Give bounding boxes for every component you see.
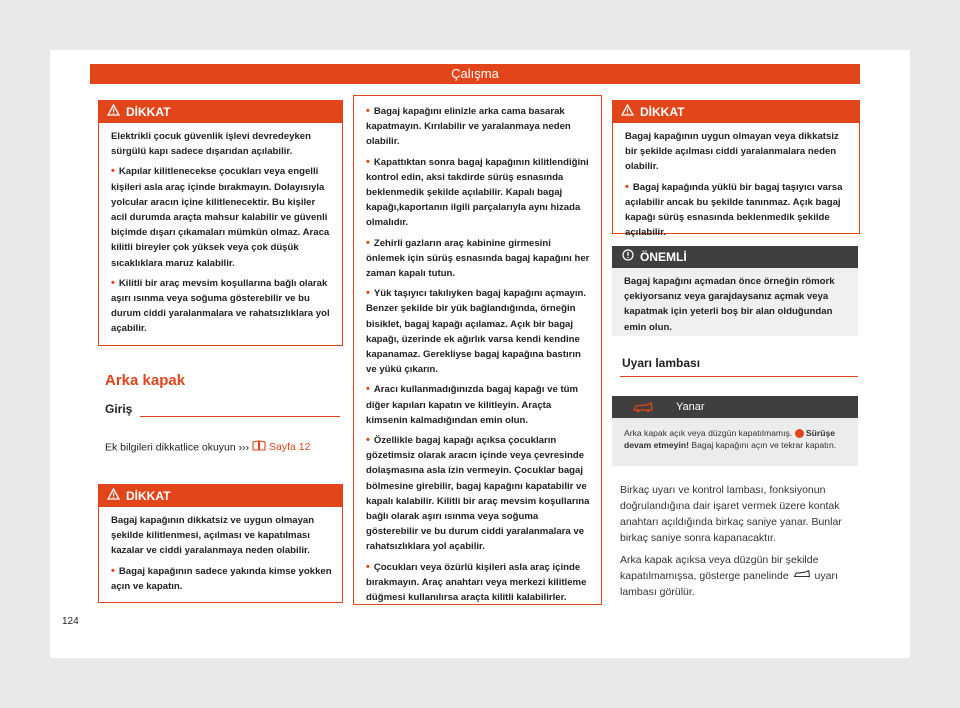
car-tailgate-icon — [632, 401, 654, 413]
section-title: Arka kapak — [105, 372, 186, 389]
lamp-table-row: Arka kapak açık veya düzgün kapatılmamış. Sürüşe devam etmeyin! Bagaj kapağını açın ve tekrar kapatın. — [612, 418, 858, 466]
list-item: • Bagaj kapağında yüklü bir bagaj taşıyıcı varsa açılabilir ancak bu şekilde tanınmaz. Açık bagaj kapağı sürüş esnasında beklenmedik şekilde açılabilir. — [625, 180, 843, 239]
list-item: • Aracı kullanmadığınızda bagaj kapağı ve tüm diğer kapıları kapatın ve kilitleyin. Araçta kimsenin kalmadığından emin olun. — [366, 383, 579, 426]
warning-box-opening — [612, 100, 860, 239]
warning-paragraph: Elektrikli çocuk güvenlik işlevi devredeyken sürgülü kapı sadece dışarıdan açılabilir. — [111, 131, 311, 158]
note-heading — [612, 246, 858, 268]
warning-heading — [99, 485, 342, 507]
page-number: 124 — [62, 616, 79, 627]
list-item: • Çocukları veya özürlü kişileri asla araç içinde bırakmayın. Araç anahtarı veya merkezi kilitleme düğmesi kullanılırsa araçta kilitli kalabilirler. — [366, 560, 587, 604]
warning-body — [99, 123, 342, 350]
divider — [140, 416, 340, 417]
warning-triangle-icon — [107, 485, 120, 507]
lamp-section-title: Uyarı lambası — [622, 356, 701, 370]
lamp-section — [612, 356, 862, 376]
car-tailgate-icon — [792, 568, 812, 584]
warning-title: DİKKAT — [126, 105, 171, 119]
bullet-icon: • — [111, 165, 115, 178]
book-icon — [252, 440, 266, 455]
warning-paragraph: Bagaj kapağının dikkatsiz ve uygun olmayan şekilde kilitlenmesi, açılması ve kapatılması kazalar ve ciddi yaralanmaya neden olabilir. — [111, 515, 315, 557]
page-link[interactable]: Sayfa 12 — [252, 441, 310, 453]
note-box — [612, 246, 858, 336]
bullet-icon: • — [366, 434, 370, 447]
stop-icon — [795, 429, 804, 438]
paragraph: Birkaç uyarı ve kontrol lambası, fonksiyonun doğrulandığına dair işaret vermek üzere kontak anahtarı açıldığında birkaç saniye yanar. Bunlar birkaç saniye sonra kapanacaktır. — [620, 484, 842, 544]
paragraph: Arka kapak açıksa veya düzgün bir şekilde kapatılmamışsa, gösterge panelinde uyarı lambası görülür. — [620, 554, 838, 599]
bullet-icon: • — [366, 287, 370, 300]
note-title: ÖNEMLİ — [640, 250, 687, 264]
divider — [620, 376, 858, 377]
lamp-status: Yanar — [676, 401, 705, 413]
warning-heading — [99, 101, 342, 123]
list-item: • Kapılar kilitlenecekse çocukları veya engelli kişileri asla araç içinde bırakmayın. Dolayısıyla yolcular aracın içine kilitlenecektir. Bu kişiler acil durumda araçta mahsur kalabilir ve güvenli biçimde dışarı çıkamaları mümkün olmaz. Araca kilitli bireyler çok yüksek veya çok düşük sıcaklıklara maruz kalabilir. — [111, 165, 330, 269]
list-item: • Yük taşıyıcı takılıyken bagaj kapağını açmayın. Benzer şekilde bir yük bağlandığında, örneğin bisiklet, bagaj kapağı açılamaz. Açık bir bagaj kapağı, üzerinde ek ağırlık varsa kendi kendine kapanamaz. Gerekliyse bagaj kapağına bastırın ve yükü çıkarın. — [366, 287, 587, 376]
list-item: • Kilitli bir araç mevsim koşullarına bağlı olarak aşırı ısınma veya soğuma gösterebilir ve bu durum ciddi yaralanmalara ve rahatsızlıklara yol açabilir. — [111, 276, 330, 335]
note-text: Bagaj kapağını açmadan önce örneğin römork çekiyorsanız veya garajdaysanız açmak veya kapatmak için yeterli boş bir alan olduğundan emin olun. — [624, 276, 835, 333]
list-item: • Zehirli gazların araç kabinine girmesini önlemek için sürüş esnasında bagaj kapağını her zaman kapalı tutun. — [366, 236, 590, 280]
bullet-icon: • — [366, 383, 370, 396]
bullet-icon: • — [111, 276, 115, 289]
bullet-icon: • — [366, 560, 370, 573]
warning-title: DİKKAT — [640, 105, 685, 119]
info-circle-icon — [622, 246, 634, 268]
warning-triangle-icon — [107, 101, 120, 123]
chapter-header: Çalışma — [90, 64, 860, 84]
bullet-icon: • — [625, 180, 629, 193]
subsection-title: Giriş — [105, 402, 133, 416]
list-item: • Kapattıktan sonra bagaj kapağının kilitlendiğini kontrol edin, aksi takdirde sürüş esnasında beklenmedik şekilde açılabilir. Kapalı bagaj kapağı,kaportanın ilgili parçalarıyla aynı hizada olmalıdır. — [366, 155, 589, 229]
warning-title: DİKKAT — [126, 489, 171, 503]
warning-box-tailgate — [98, 484, 343, 603]
warning-body — [99, 507, 342, 607]
list-item: • Bagaj kapağını elinizle arka cama basarak kapatmayın. Kırılabilir ve yaralanmaya neden olabilir. — [366, 105, 571, 148]
list-item: • Bagaj kapağının sadece yakında kimse yokken açın ve kapatın. — [111, 564, 332, 592]
lamp-description — [620, 482, 858, 606]
lamp-table-header — [612, 396, 858, 418]
bullet-icon: • — [366, 105, 370, 117]
warning-body — [354, 96, 601, 618]
bullet-icon: • — [366, 155, 370, 168]
warning-box-child-safety — [98, 100, 343, 346]
warning-box-continued — [353, 95, 602, 605]
warning-heading — [613, 101, 859, 123]
warning-paragraph: Bagaj kapağının uygun olmayan veya dikkatsiz bir şekilde açılması ciddi yaralanmalara neden olabilir. — [625, 131, 839, 173]
warning-triangle-icon — [621, 101, 634, 123]
list-item: • Özellikle bagaj kapağı açıksa çocukların gözetimsiz olarak aracın içinde veya çevresinde dolaşmasına asla izin vermeyin. Çocuklar bagaj bölmesine girebilir, bagaj kapağını kapatabilir ve kapalı kalabilir. Kilitli bir araç mevsim koşullarına bağlı olarak aşırı ısınma veya soğuma gösterebilir ve bu durum ciddi yaralanmalara ve rahatsızlıklara yol açabilir. — [366, 434, 590, 553]
bullet-icon: • — [111, 564, 115, 577]
intro-text: Ek bilgileri dikkatlice okuyun ››› Sayfa 12 — [105, 441, 311, 454]
warning-body — [613, 123, 859, 253]
bullet-icon: • — [366, 236, 370, 249]
